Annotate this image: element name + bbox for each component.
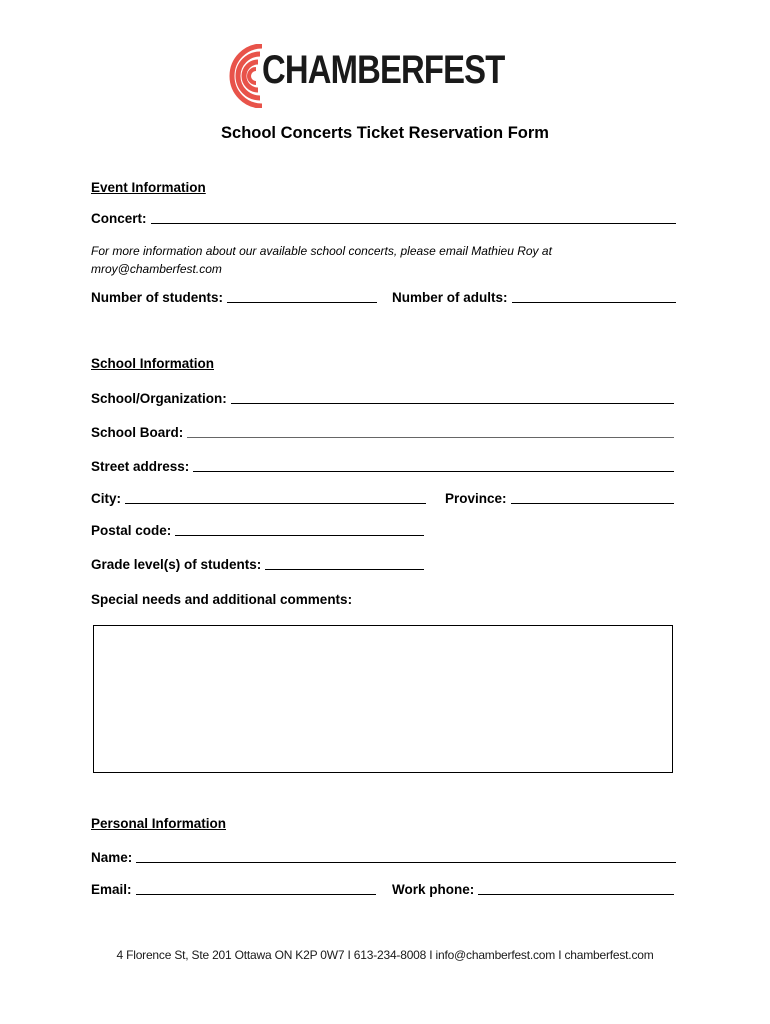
logo-wordmark: CHAMBERFEST — [262, 48, 505, 92]
page-title: School Concerts Ticket Reservation Form — [221, 124, 549, 142]
phone-row — [392, 882, 674, 897]
concert-info-note — [91, 242, 611, 278]
phone-label: Work phone: — [392, 882, 475, 897]
concert-row — [91, 211, 676, 226]
postal-field[interactable] — [175, 534, 424, 536]
grade-row — [91, 557, 424, 572]
grade-field[interactable] — [265, 568, 424, 570]
city-field[interactable] — [125, 502, 426, 504]
concert-label: Concert: — [91, 211, 147, 226]
email-row — [91, 882, 376, 897]
students-field[interactable] — [227, 301, 377, 303]
comments-textarea[interactable] — [93, 625, 673, 773]
concert-field[interactable] — [151, 222, 676, 224]
students-label: Number of students: — [91, 290, 224, 305]
personal-information-heading: Personal Information — [91, 816, 227, 831]
province-field[interactable] — [511, 502, 674, 504]
street-field[interactable] — [193, 470, 674, 472]
adults-label: Number of adults: — [392, 290, 508, 305]
comments-row — [91, 592, 352, 607]
city-label: City: — [91, 491, 121, 506]
event-information-heading: Event Information — [91, 180, 206, 195]
students-row — [91, 290, 377, 305]
name-row — [91, 850, 676, 865]
province-row — [445, 491, 674, 506]
footer-contact-info: 4 Florence St, Ste 201 Ottawa ON K2P 0W7 I 613-234-8008 I info@chamberfest.com I chamberfest.com — [116, 948, 654, 962]
school-board-row — [91, 425, 674, 440]
name-field[interactable] — [136, 861, 676, 863]
chamberfest-logo — [228, 44, 548, 108]
adults-field[interactable] — [512, 301, 676, 303]
city-row — [91, 491, 426, 506]
street-label: Street address: — [91, 459, 190, 474]
postal-label: Postal code: — [91, 523, 172, 538]
contact-email-link[interactable]: mroy@chamberfest.com — [91, 262, 222, 276]
comments-label: Special needs and additional comments: — [91, 592, 353, 607]
email-label: Email: — [91, 882, 132, 897]
grade-label: Grade level(s) of students: — [91, 557, 262, 572]
name-label: Name: — [91, 850, 133, 865]
phone-field[interactable] — [478, 893, 674, 895]
info-line: For more information about our available school concerts, please email Mathieu Roy at — [91, 244, 552, 258]
adults-row — [392, 290, 676, 305]
school-board-label: School Board: — [91, 425, 184, 440]
organization-label: School/Organization: — [91, 391, 227, 406]
organization-field[interactable] — [231, 402, 674, 404]
school-information-heading: School Information — [91, 356, 214, 371]
street-row — [91, 459, 674, 474]
province-label: Province: — [445, 491, 507, 506]
organization-row — [91, 391, 674, 406]
postal-row — [91, 523, 424, 538]
school-board-field[interactable] — [187, 436, 674, 438]
email-field[interactable] — [136, 893, 376, 895]
